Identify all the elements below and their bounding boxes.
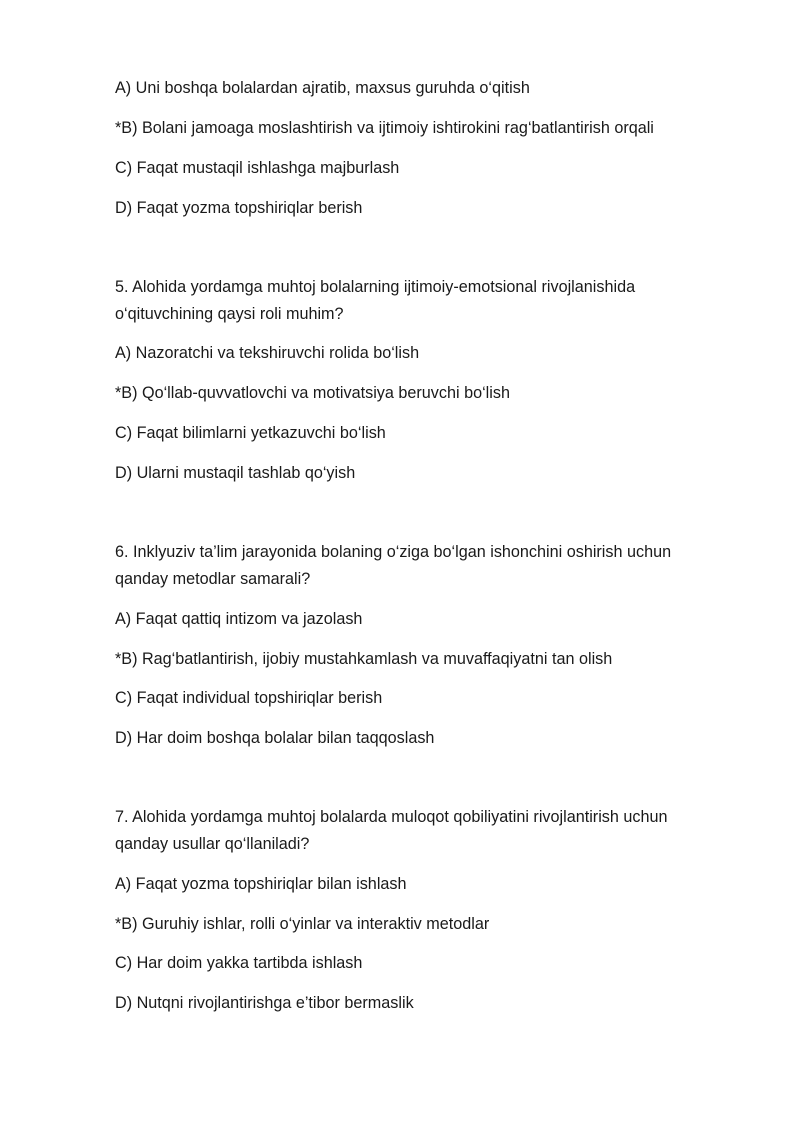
question-5-line-2: o‘qituvchining qaysi roli muhim? — [115, 305, 344, 323]
q6-option-b-correct: *B) Rag‘batlantirish, ijobiy mustahkamlash va muvaffaqiyatni tan olish — [115, 650, 613, 668]
question-5-line-1: 5. Alohida yordamga muhtoj bolalarning ijtimoiy-emotsional rivojlanishida — [115, 278, 636, 296]
q5-option-d: D) Ularni mustaqil tashlab qo‘yish — [115, 464, 356, 482]
q6-option-d: D) Har doim boshqa bolalar bilan taqqoslash — [115, 729, 435, 747]
option-a: A) Uni boshqa bolalardan ajratib, maxsus guruhda o‘qitish — [115, 79, 530, 97]
question-6-line-1: 6. Inklyuziv ta’lim jarayonida bolaning o‘ziga bo‘lgan ishonchini oshirish uchun — [115, 543, 672, 561]
option-c: C) Faqat mustaqil ishlashga majburlash — [115, 159, 400, 177]
q7-option-c: C) Har doim yakka tartibda ishlash — [115, 954, 363, 972]
q5-option-b-correct: *B) Qo‘llab-quvvatlovchi va motivatsiya beruvchi bo‘lish — [115, 384, 510, 402]
q5-option-a: A) Nazoratchi va tekshiruvchi rolida bo‘lish — [115, 344, 420, 362]
question-5 — [115, 274, 735, 328]
q7-option-a: A) Faqat yozma topshiriqlar bilan ishlash — [115, 875, 407, 893]
q7-option-b-correct: *B) Guruhiy ishlar, rolli o‘yinlar va interaktiv metodlar — [115, 915, 490, 933]
question-7-line-1: 7. Alohida yordamga muhtoj bolalarda muloqot qobiliyatini rivojlantirish uchun — [115, 808, 668, 826]
question-7-line-2: qanday usullar qo‘llaniladi? — [115, 835, 310, 853]
question-7 — [115, 804, 735, 858]
q7-option-d: D) Nutqni rivojlantirishga e’tibor bermaslik — [115, 994, 414, 1012]
q6-option-a: A) Faqat qattiq intizom va jazolash — [115, 610, 363, 628]
q5-option-c: C) Faqat bilimlarni yetkazuvchi bo‘lish — [115, 424, 386, 442]
question-6 — [115, 539, 735, 593]
option-d: D) Faqat yozma topshiriqlar berish — [115, 199, 363, 217]
question-6-line-2: qanday metodlar samarali? — [115, 570, 311, 588]
option-b-correct: *B) Bolani jamoaga moslashtirish va ijtimoiy ishtirokini rag‘batlantirish orqali — [115, 119, 654, 137]
q6-option-c: C) Faqat individual topshiriqlar berish — [115, 689, 383, 707]
